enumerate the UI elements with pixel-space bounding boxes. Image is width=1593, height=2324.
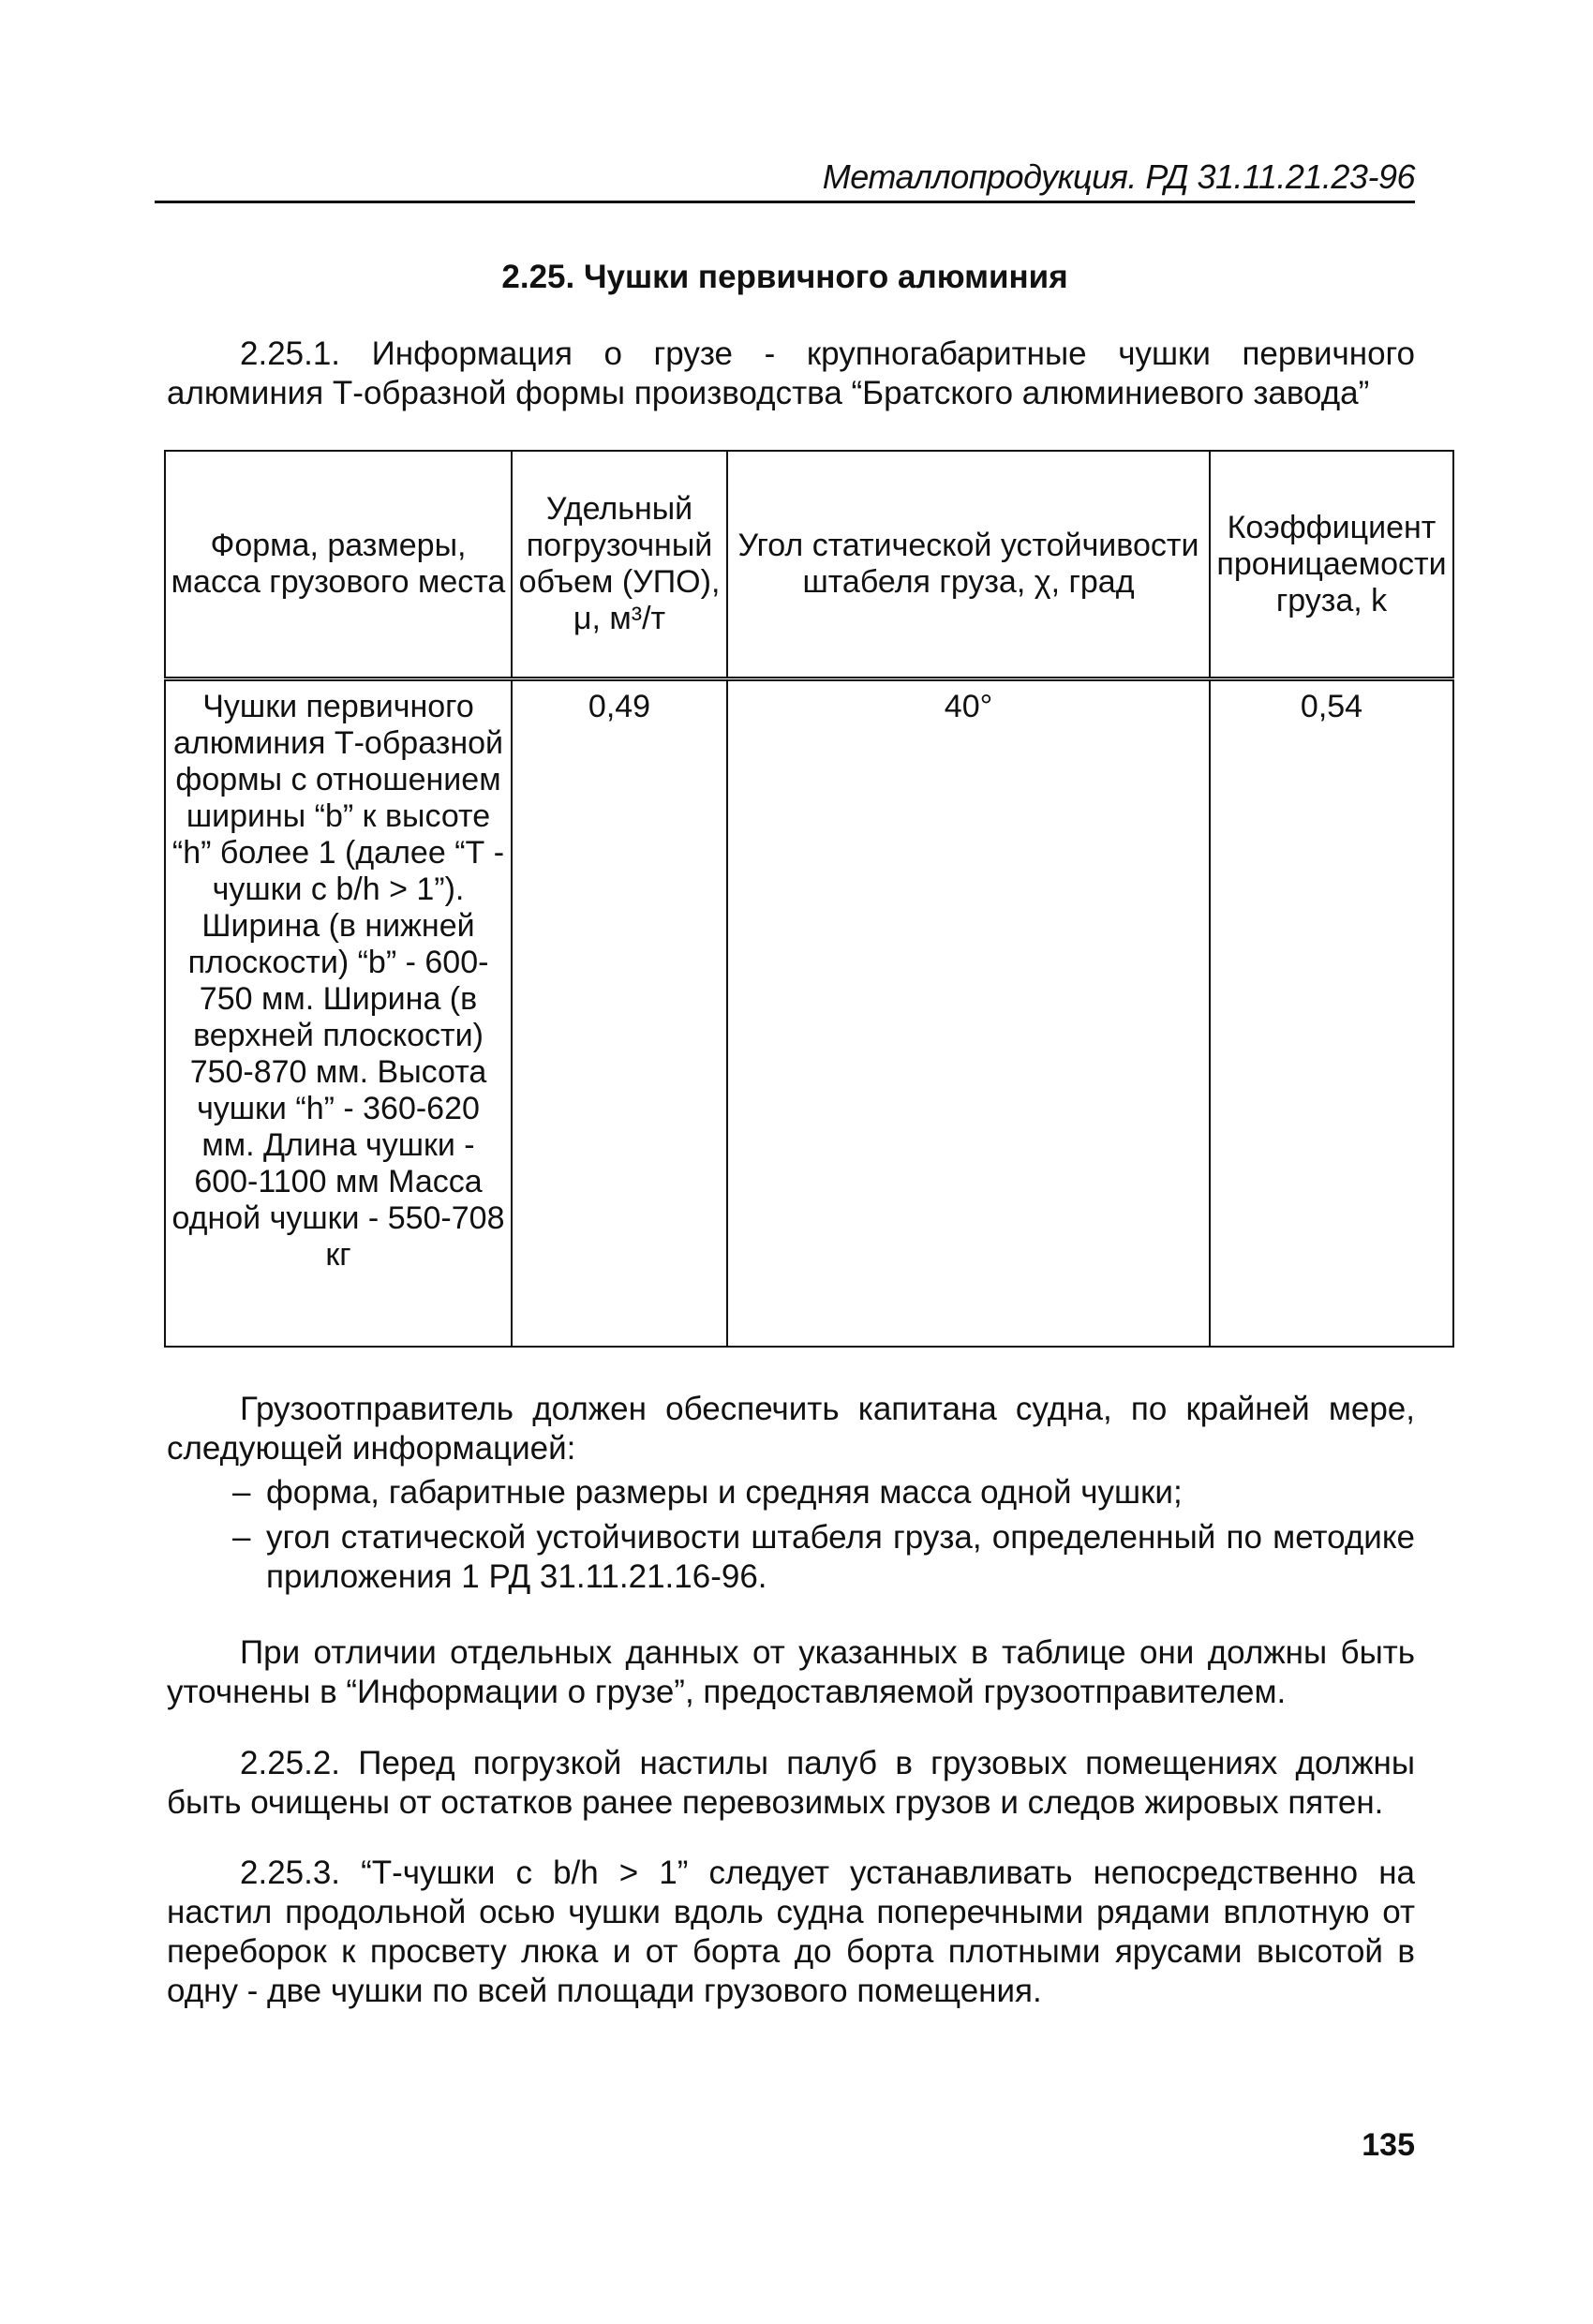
paragraph-2-25-3: 2.25.3. “Т-чушки с b/h > 1” следует устанавливать непосредственно на настил продольной осью чушки вдоль судна поперечными рядами вплотную от переборок к просвету люка и от борта до борта плотными ярусами высотой в одну - две чушки по всей площади грузового помещения. <box>167 1855 1415 2009</box>
cargo-table <box>164 450 1454 1348</box>
cell-description: Чушки первичного алюминия Т-образной формы с отношением ширины “b” к высоте “h” более 1 (далее “Т - чушки с b/h > 1”). Ширина (в нижней плоскости) “b” - 600-750 мм. Ширина (в верхней плоскости) 750-870 мм. Высота чушки “h” - 360-620 мм. Длина чушки - 600-1100 мм Масса одной чушки - 550-708 кг <box>165 679 512 1348</box>
paragraph-2-25-1: 2.25.1. Информация о грузе - крупногабаритные чушки первичного алюминия Т-образной формы производства “Братского алюминиевого завода” <box>167 335 1415 411</box>
bullet-dash: – <box>232 1474 251 1511</box>
cell-angle: 40° <box>727 679 1210 1348</box>
running-header: Металлопродукция. РД 31.11.21.23-96 <box>822 157 1415 196</box>
table-row <box>165 679 1453 1348</box>
bullet-dash: – <box>232 1519 251 1556</box>
header-volume: Удельный погрузочный объем (УПО), μ, м³/т <box>512 451 727 679</box>
header-rule <box>155 201 1415 203</box>
paragraph-2-25-2: 2.25.2. Перед погрузкой настилы палуб в грузовых помещениях должны быть очищены от остатков ранее перевозимых грузов и следов жировых пятен. <box>167 1745 1415 1821</box>
bullet-text: угол статической устойчивости штабеля груза, определенный по методике приложения 1 РД 31.11.21.16-96. <box>266 1519 1415 1595</box>
paragraph-shipper: Грузоотправитель должен обеспечить капитана судна, по крайней мере, следующей информацией: <box>167 1391 1415 1467</box>
table-header-row <box>165 451 1453 679</box>
list-item <box>167 1473 1415 1512</box>
header-form: Форма, размеры, масса грузового места <box>165 451 512 679</box>
page-number: 135 <box>1362 2127 1415 2163</box>
info-bullet-list <box>167 1473 1415 1602</box>
list-item <box>167 1518 1415 1597</box>
cell-coefficient: 0,54 <box>1210 679 1453 1348</box>
bullet-text: форма, габаритные размеры и средняя масса одной чушки; <box>266 1474 1183 1511</box>
section-title: 2.25. Чушки первичного алюминия <box>501 259 1068 295</box>
cell-volume: 0,49 <box>512 679 727 1348</box>
paragraph-differences: При отличии отдельных данных от указанных в таблице они должны быть уточнены в “Информации о грузе”, предоставляемой грузоотправителем. <box>167 1634 1415 1710</box>
header-angle: Угол статической устойчивости штабеля груза, χ, град <box>727 451 1210 679</box>
header-coefficient: Коэффициент проницаемости груза, k <box>1210 451 1453 679</box>
